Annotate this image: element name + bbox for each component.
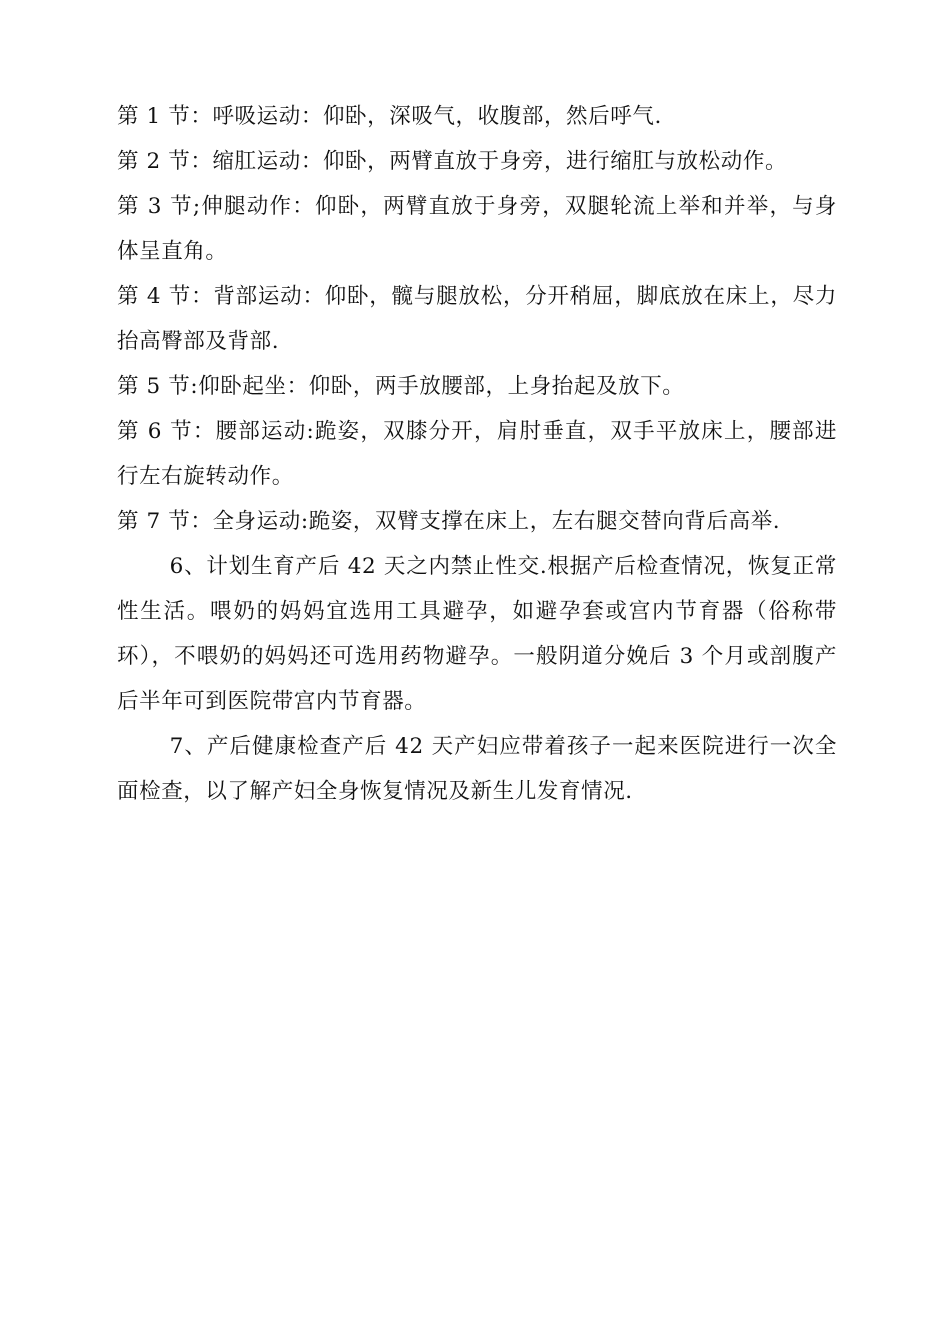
- paragraph-exercise-3: 第 3 节;伸腿动作：仰卧，两臂直放于身旁，双腿轮流上举和并举，与身体呈直角。: [117, 194, 837, 264]
- paragraph-exercise-2: 第 2 节：缩肛运动：仰卧，两臂直放于身旁，进行缩肛与放松动作。: [117, 149, 788, 174]
- paragraph-exercise-7: 第 7 节：全身运动:跪姿，双臂支撑在床上，左右腿交替向背后高举.: [117, 509, 781, 534]
- paragraph-postpartum-checkup: 7、产后健康检查产后 42 天产妇应带着孩子一起来医院进行一次全面检查，以了解产妇全身恢复情况及新生儿发育情况.: [117, 734, 837, 804]
- paragraph-exercise-6: 第 6 节：腰部运动:跪姿，双膝分开，肩肘垂直，双手平放床上，腰部进行左右旋转动作。: [117, 419, 837, 489]
- paragraph-exercise-4: 第 4 节：背部运动：仰卧，髋与腿放松，分开稍屈，脚底放在床上，尽力抬高臀部及背部.: [117, 284, 837, 354]
- paragraph-exercise-5: 第 5 节:仰卧起坐：仰卧，两手放腰部，上身抬起及放下。: [117, 374, 685, 399]
- paragraph-exercise-1: 第 1 节：呼吸运动：仰卧，深吸气，收腹部，然后呼气.: [117, 104, 662, 129]
- paragraph-family-planning: 6、计划生育产后 42 天之内禁止性交.根据产后检查情况，恢复正常性生活。喂奶的妈妈宜选用工具避孕，如避孕套或宫内节育器（俗称带环），不喂奶的妈妈还可选用药物避孕。一般阴道分娩后 3 个月或剖腹产后半年可到医院带宫内节育器。: [117, 554, 837, 714]
- document-body: [117, 94, 837, 814]
